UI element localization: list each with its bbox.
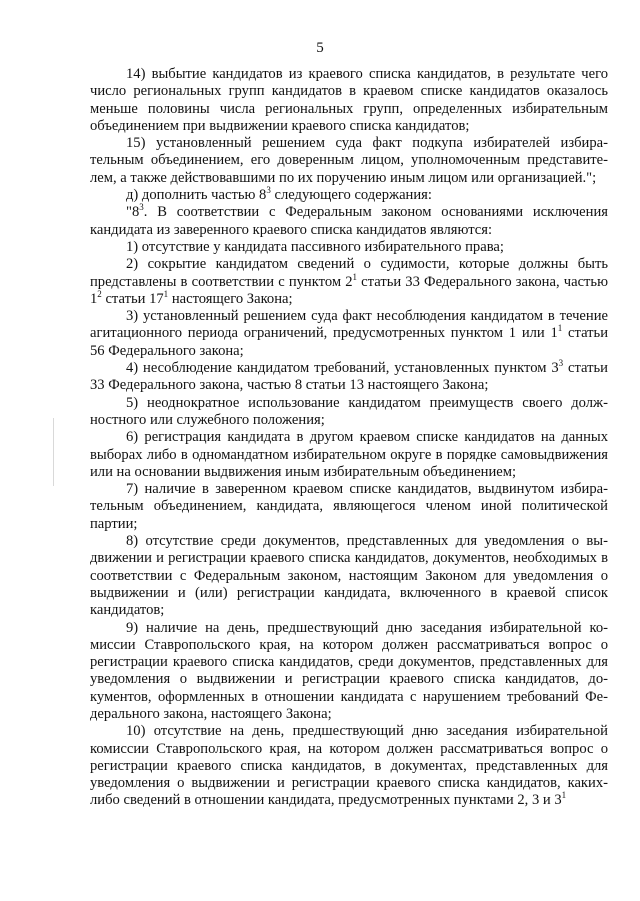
text-segment: статьи 56 Федерального закона; bbox=[90, 325, 609, 359]
text-segment: д) дополнить частью 8 bbox=[126, 187, 267, 204]
text-segment: . В соответствии с Федеральным законом основаниями исключения кандидата из заверенного краевого списка кандидатов являются: bbox=[90, 204, 608, 238]
text-segment: статьи 33 Федерального закона, частью 1 bbox=[90, 273, 608, 307]
paragraph-p14 bbox=[90, 66, 608, 135]
text-segment: 14) выбытие кандидатов из краевого списка кандидатов, в результате чего число региональных групп кандидатов в краевом списке кандидатов оказалось меньше половины числа региональных групп, определенных избирательным объединением при выдвижении краевого списка кандидатов; bbox=[90, 66, 608, 134]
paragraph-p8 bbox=[90, 204, 608, 239]
text-segment: настоящего Закона; bbox=[168, 290, 293, 307]
paragraph-i1 bbox=[90, 239, 608, 256]
superscript: 3 bbox=[266, 185, 271, 196]
document-body bbox=[90, 66, 608, 810]
paragraph-i7 bbox=[90, 481, 608, 533]
text-segment: 3) установленный решением суда факт несоблюдения кандидатом в течение агитационного периода ограничений, предусмотренных пунктом 1 или 1 bbox=[90, 308, 608, 342]
text-segment: "8 bbox=[126, 204, 140, 221]
paragraph-i6 bbox=[90, 429, 608, 481]
superscript: 1 bbox=[163, 289, 169, 299]
text-segment: 6) регистрация кандидата в другом краевом списке кандидатов на данных выборах либо в одномандатном избирательном округе в порядке самовыдвижения или на основании выдвижения иным избирательным объединением; bbox=[90, 429, 608, 480]
text-segment: 7) наличие в заверенном краевом списке кандидатов, выдвинутом избирательным объединением, кандидата, являющегося членом иной политической партии; bbox=[90, 481, 608, 532]
text-segment: 4) несоблюдение кандидатом требований, установленных пунктом 3 bbox=[126, 360, 559, 377]
margin-mark bbox=[53, 418, 54, 486]
paragraph-i10 bbox=[90, 723, 608, 809]
text-segment: статьи 17 bbox=[101, 290, 164, 307]
superscript: 1 bbox=[561, 790, 567, 801]
paragraph-i5 bbox=[90, 395, 608, 430]
paragraph-i2 bbox=[90, 256, 608, 308]
text-segment: статьи 33 Федерального закона, частью 8 статьи 13 настоящего Закона; bbox=[90, 360, 608, 394]
superscript: 2 bbox=[97, 289, 102, 299]
text-segment: 5) неоднократное использование кандидатом преимуществ своего должностного или служебного положения; bbox=[90, 394, 608, 428]
superscript: 3 bbox=[558, 358, 564, 369]
paragraph-p15 bbox=[90, 135, 608, 187]
page-number: 5 bbox=[316, 40, 324, 56]
paragraph-i9 bbox=[90, 620, 608, 724]
text-segment: следующего содержания: bbox=[270, 187, 432, 204]
text-segment: 8) отсутствие среди документов, представленных для уведомления о выдвижении и регистрации краевого списка кандидатов, документов, необходимых в соответствии с Федеральным законом, настоящим Законом для уведомления о выдвижении и (или) регистрации кандидата, включенного в краевой список кандидатов; bbox=[90, 533, 608, 619]
text-segment: 2) сокрытие кандидатом сведений о судимости, которые должны быть представлены в соответствии с пунктом 2 bbox=[90, 256, 608, 290]
text-segment: 15) установленный решением суда факт подкупа избирателей избирательным объединением, его доверенным лицом, уполномоченным представителем, а также действовавшими по их поручению иным лицом или организацией."; bbox=[90, 135, 608, 186]
superscript: 1 bbox=[557, 323, 563, 334]
paragraph-pd bbox=[90, 187, 608, 204]
text-segment: 9) наличие на день, предшествующий дню заседания избирательной комиссии Ставропольского края, на котором должен рассматриваться вопрос о регистрации краевого списка кандидатов, среди документов, представленных для уведомления о выдвижении и регистрации краевого списка кандидатов, документов, оформленных в отношении кандидата с нарушением требований Федерального закона, настоящего Закона; bbox=[90, 619, 608, 722]
text-segment: 1) отсутствие у кандидата пассивного избирательного права; bbox=[126, 238, 504, 255]
text-segment: 10) отсутствие на день, предшествующий дню заседания избирательной комиссии Ставропольского края, на котором должен рассматриваться вопрос о регистрации краевого списка кандидатов, в документах, представленных для уведомления о выдвижении и регистрации краевого списка кандидатов, каких-либо сведений в отношении кандидата, предусмотренных пунктами 2, 3 и 3 bbox=[90, 723, 608, 809]
paragraph-i8 bbox=[90, 533, 608, 619]
paragraph-i4 bbox=[90, 360, 608, 395]
superscript: 1 bbox=[352, 271, 358, 282]
superscript: 3 bbox=[139, 202, 144, 213]
paragraph-i3 bbox=[90, 308, 608, 360]
